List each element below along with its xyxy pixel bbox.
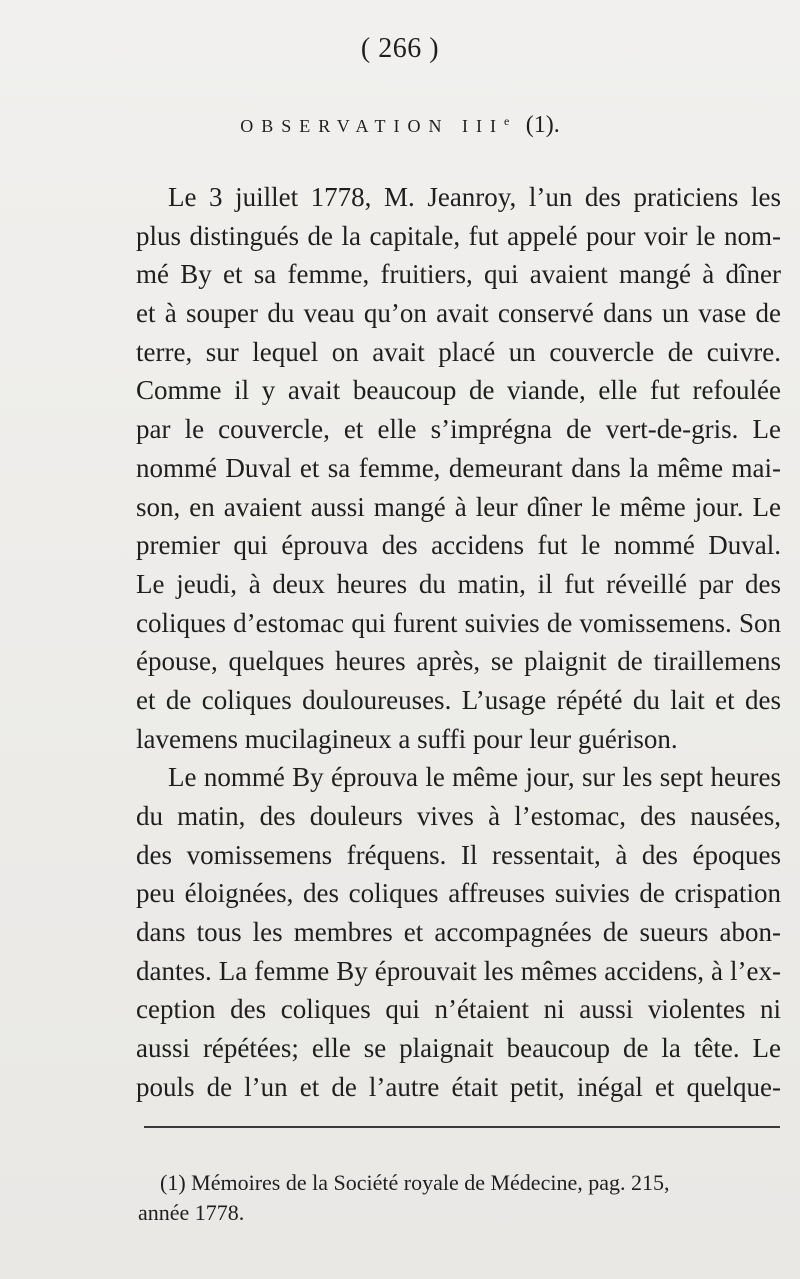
text-line: Le jeudi, à deux heures du matin, il fut réveillé par des bbox=[136, 568, 781, 599]
heading-note-reference: (1). bbox=[525, 112, 560, 138]
text-line: des vomissemens fréquens. Il ressentait, à des époques bbox=[136, 839, 781, 870]
text-line: ception des coliques qui n’étaient ni aussi violentes ni bbox=[136, 994, 781, 1025]
text-line: par le couvercle, et elle s’imprégna de vert-de-gris. Le bbox=[136, 414, 781, 445]
text-line: plus distingués de la capitale, fut appelé pour voir le nom- bbox=[136, 220, 781, 251]
text-line: dans tous les membres et accompagnées de sueurs abon- bbox=[136, 917, 781, 948]
text-line: lavemens mucilagineux a suffi pour leur guérison. bbox=[136, 723, 678, 754]
text-line: dantes. La femme By éprouvait les mêmes accidens, à l’ex- bbox=[136, 955, 781, 986]
text-line: Le 3 juillet 1778, M. Jeanroy, l’un des praticiens les bbox=[168, 182, 781, 212]
text-line: pouls de l’un et de l’autre était petit, inégal et quelque- bbox=[136, 1071, 781, 1102]
text-line: coliques d’estomac qui furent suivies de vomissemens. Son bbox=[136, 607, 781, 638]
text-line: Le nommé By éprouva le même jour, sur les sept heures bbox=[168, 762, 781, 793]
text-line: terre, sur lequel on avait placé un couvercle de cuivre. bbox=[136, 336, 781, 367]
body-text bbox=[136, 178, 781, 1107]
text-line: nommé Duval et sa femme, demeurant dans la même mai- bbox=[136, 452, 781, 483]
footnote-line: (1) Mémoires de la Société royale de Médecine, pag. 215, bbox=[160, 1170, 670, 1195]
text-line: Comme il y avait beaucoup de viande, elle fut refoulée bbox=[136, 375, 781, 406]
observation-heading bbox=[0, 112, 800, 139]
text-line: épouse, quelques heures après, se plaignit de tiraillemens bbox=[136, 646, 781, 677]
text-line: du matin, des douleurs vives à l’estomac, des nausées, bbox=[136, 801, 781, 831]
text-line: et à souper du veau qu’on avait conservé dans un vase de bbox=[136, 298, 781, 329]
footnote bbox=[138, 1168, 788, 1228]
footnote-line: année 1778. bbox=[138, 1200, 245, 1225]
text-line: son, en avaient aussi mangé à leur dîner le même jour. Le bbox=[136, 491, 781, 522]
heading-ordinal-suffix: e bbox=[503, 114, 510, 128]
text-line: et de coliques douloureuses. L’usage répété du lait et des bbox=[136, 684, 781, 715]
text-line: aussi répétées; elle se plaignait beaucoup de la tête. Le bbox=[136, 1033, 781, 1064]
footnote-rule bbox=[144, 1126, 780, 1128]
text-line: premier qui éprouva des accidens fut le nommé Duval. bbox=[136, 530, 781, 561]
page-number: ( 266 ) bbox=[360, 33, 440, 64]
heading-title: OBSERVATION III bbox=[240, 116, 504, 136]
text-line: peu éloignées, des coliques affreuses suivies de crispation bbox=[136, 878, 781, 909]
text-line: mé By et sa femme, fruitiers, qui avaient mangé à dîner bbox=[136, 259, 781, 290]
